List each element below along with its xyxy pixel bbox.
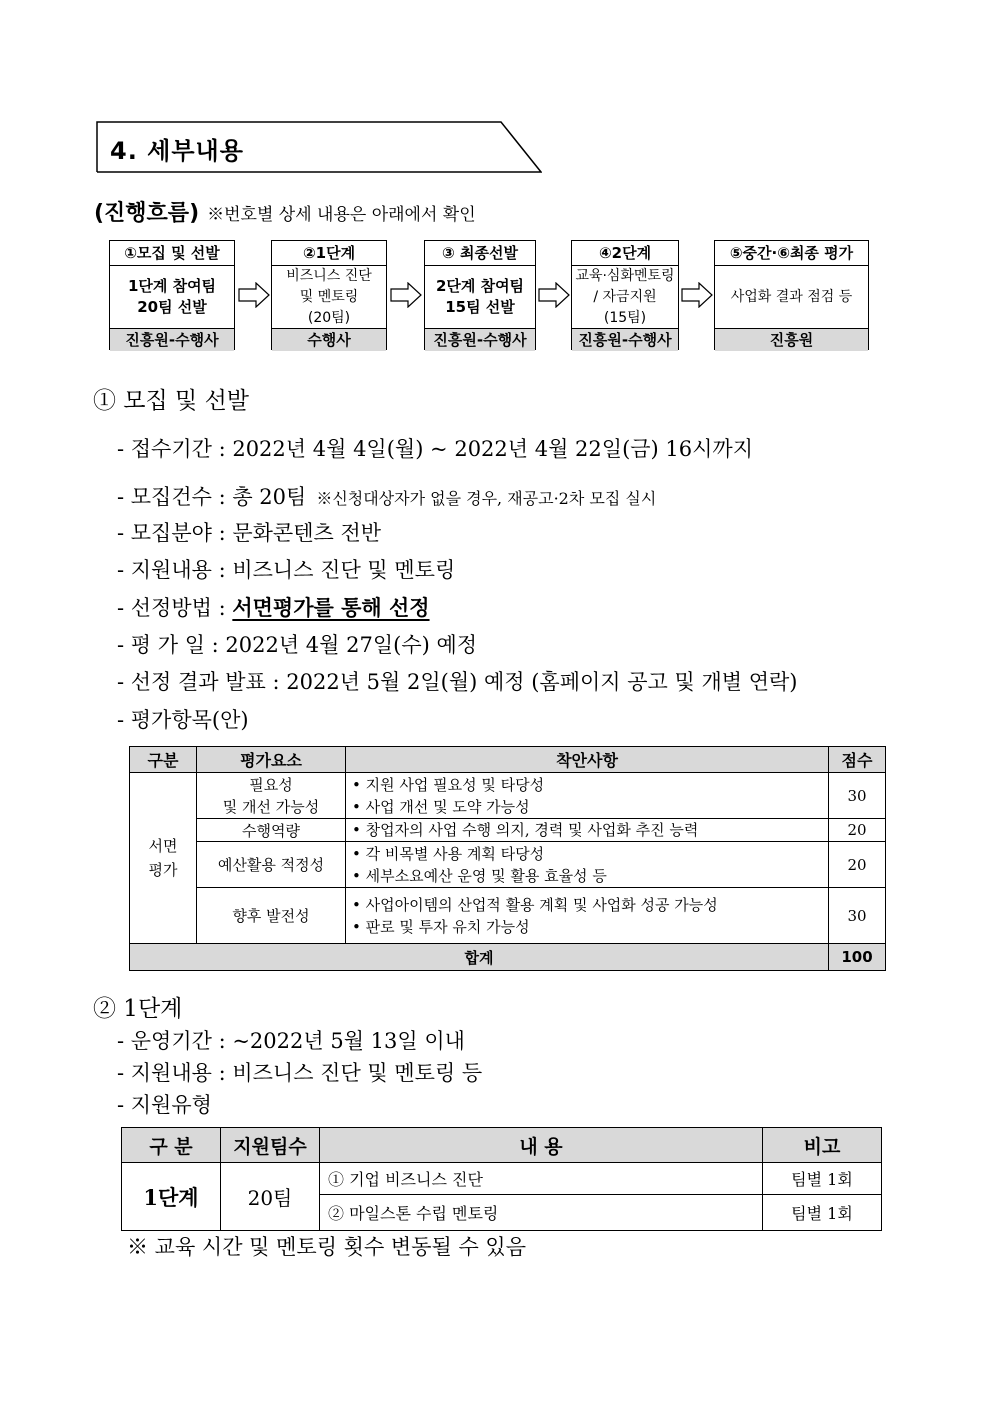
score-cell: 20 bbox=[829, 842, 886, 888]
table-row bbox=[130, 819, 886, 842]
table-header-row bbox=[130, 747, 886, 773]
col-header: 구분 bbox=[130, 747, 197, 773]
flow-step-header: ⑤중간·⑥최종 평가 bbox=[715, 241, 868, 266]
footnote: ※ 교육 시간 및 멘토링 횟수 변동될 수 있음 bbox=[127, 1235, 526, 1259]
part1-item-support: - 지원내용 : 비즈니스 진단 및 멘토링 bbox=[117, 558, 456, 582]
flow-step-3 bbox=[424, 240, 536, 350]
category-cell: 서면 평가 bbox=[130, 773, 197, 944]
selection-method: 서면평가를 통해 선정 bbox=[232, 595, 430, 620]
col-header: 착안사항 bbox=[346, 747, 829, 773]
flow-arrow-icon bbox=[238, 282, 270, 308]
part2-item-support: - 지원내용 : 비즈니스 진단 및 멘토링 등 bbox=[117, 1061, 483, 1085]
flow-step-footer: 진흥원-수행사 bbox=[425, 328, 535, 351]
stage-cell: 1단계 bbox=[122, 1163, 221, 1231]
element-cell: 수행역량 bbox=[197, 819, 346, 842]
element-cell: 필요성 및 개선 가능성 bbox=[197, 773, 346, 819]
col-header: 평가요소 bbox=[197, 747, 346, 773]
col-header: 비고 bbox=[763, 1128, 882, 1163]
part2-item-period: - 운영기간 : ~2022년 5월 13일 이내 bbox=[117, 1029, 465, 1053]
flow-step-header: ③ 최종선발 bbox=[425, 241, 535, 266]
flow-step-2 bbox=[271, 240, 387, 350]
note-cell: 팀별 1회 bbox=[763, 1163, 882, 1195]
table-row bbox=[130, 842, 886, 888]
flow-step-header: ①모집 및 선발 bbox=[110, 241, 234, 266]
col-header: 구 분 bbox=[122, 1128, 221, 1163]
section-title-box bbox=[96, 121, 542, 173]
part1-item-field: - 모집분야 : 문화콘텐츠 전반 bbox=[117, 521, 382, 545]
part2-item-type: - 지원유형 bbox=[117, 1093, 212, 1117]
flow-step-body: 1단계 참여팀 20팀 선발 bbox=[127, 277, 217, 316]
table-header-row bbox=[122, 1128, 882, 1163]
flow-step-4 bbox=[571, 240, 679, 350]
col-header: 지원팀수 bbox=[221, 1128, 320, 1163]
flow-step-footer: 진흥원-수행사 bbox=[572, 328, 678, 351]
part1-recruit-note: ※신청대상자가 없을 경우, 재공고·2차 모집 실시 bbox=[316, 489, 657, 508]
flow-step-header: ④2단계 bbox=[572, 241, 678, 266]
flow-arrow-icon bbox=[681, 282, 713, 308]
flow-step-body: 사업화 결과 점검 등 bbox=[730, 288, 853, 305]
flow-step-header: ②1단계 bbox=[272, 241, 386, 266]
points-cell: • 지원 사업 필요성 및 타당성 • 사업 개선 및 도약 가능성 bbox=[346, 773, 829, 819]
table-row bbox=[130, 773, 886, 819]
table-row bbox=[130, 888, 886, 944]
total-label: 합계 bbox=[130, 944, 829, 971]
section-title: 4. 세부내용 bbox=[110, 137, 244, 165]
part1-item-count bbox=[117, 481, 656, 511]
col-header: 점수 bbox=[829, 747, 886, 773]
score-cell: 20 bbox=[829, 819, 886, 842]
flow-step-1 bbox=[109, 240, 235, 350]
flow-step-footer: 수행사 bbox=[272, 328, 386, 351]
evaluation-table bbox=[129, 746, 886, 971]
part2-title: ② 1단계 bbox=[93, 996, 183, 1022]
content-cell: ② 마일스톤 수립 멘토링 bbox=[320, 1195, 763, 1231]
flow-arrow-icon bbox=[538, 282, 570, 308]
flow-heading-note: ※번호별 상세 내용은 아래에서 확인 bbox=[207, 205, 476, 225]
score-cell: 30 bbox=[829, 888, 886, 944]
part1-title: ① 모집 및 선발 bbox=[93, 388, 250, 414]
points-cell: • 창업자의 사업 수행 의지, 경력 및 사업화 추진 능력 bbox=[346, 819, 829, 842]
note-cell: 팀별 1회 bbox=[763, 1195, 882, 1231]
table-row bbox=[122, 1163, 882, 1195]
flow-step-body: 비즈니스 진단 및 멘토링 (20팀) bbox=[286, 267, 372, 326]
flow-step-body: 2단계 참여팀 15팀 선발 bbox=[435, 277, 525, 316]
teams-cell: 20팀 bbox=[221, 1163, 320, 1231]
col-header: 내 용 bbox=[320, 1128, 763, 1163]
flow-step-5 bbox=[714, 240, 869, 350]
flow-heading-label: (진행흐름) bbox=[94, 201, 200, 226]
total-row bbox=[130, 944, 886, 971]
content-cell: ① 기업 비즈니스 진단 bbox=[320, 1163, 763, 1195]
part1-item-method-label: - 선정방법 : bbox=[117, 596, 233, 620]
flow-arrow-icon bbox=[390, 282, 422, 308]
part1-item-announce: - 선정 결과 발표 : 2022년 5월 2일(월) 예정 (홈페이지 공고 및 개별 연락) bbox=[117, 670, 798, 694]
score-cell: 30 bbox=[829, 773, 886, 819]
part1-item-criteria: - 평가항목(안) bbox=[117, 708, 249, 732]
flow-step-footer: 진흥원-수행사 bbox=[110, 328, 234, 351]
part1-item-count-text: - 모집건수 : 총 20팀 bbox=[117, 485, 307, 509]
element-cell: 예산활용 적정성 bbox=[197, 842, 346, 888]
flow-heading bbox=[94, 196, 476, 227]
points-cell: • 각 비목별 사용 계획 타당성 • 세부소요예산 운영 및 활용 효율성 등 bbox=[346, 842, 829, 888]
flow-step-footer: 진흥원 bbox=[715, 328, 868, 351]
part1-item-method bbox=[117, 592, 430, 622]
part1-item-period: - 접수기간 : 2022년 4월 4일(월) ~ 2022년 4월 22일(금) 16시까지 bbox=[117, 437, 753, 461]
points-cell: • 사업아이템의 산업적 활용 계획 및 사업화 성공 가능성 • 판로 및 투자 유치 가능성 bbox=[346, 888, 829, 944]
total-score: 100 bbox=[829, 944, 886, 971]
flow-step-body: 교육·심화멘토링 / 자금지원 (15팀) bbox=[575, 267, 675, 326]
element-cell: 향후 발전성 bbox=[197, 888, 346, 944]
stage-table bbox=[121, 1127, 882, 1231]
part1-item-date: - 평 가 일 : 2022년 4월 27일(수) 예정 bbox=[117, 633, 478, 657]
